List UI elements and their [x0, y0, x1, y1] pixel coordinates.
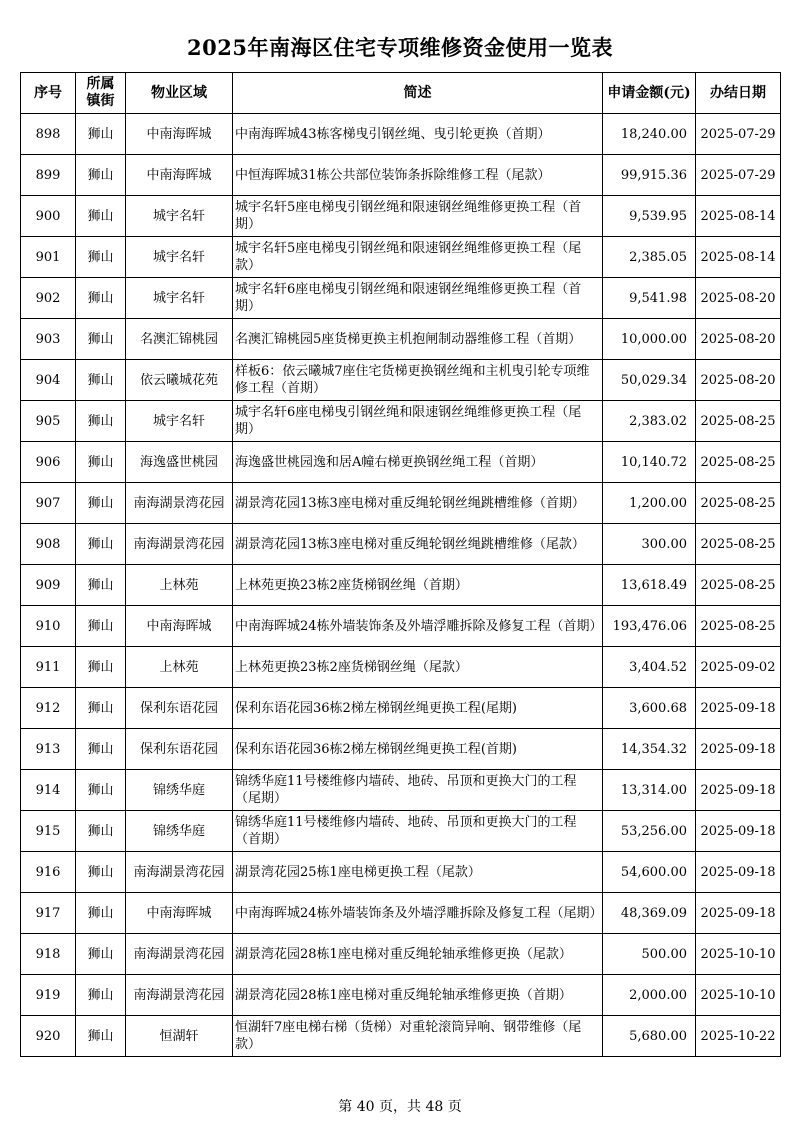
cell-town: 狮山	[76, 770, 126, 811]
cell-amount: 2,385.05	[603, 237, 696, 278]
cell-amount: 48,369.09	[603, 893, 696, 934]
cell-date: 2025-09-18	[696, 811, 781, 852]
cell-amount: 3,404.52	[603, 647, 696, 688]
cell-no: 899	[21, 155, 76, 196]
cell-area: 城宇名轩	[126, 401, 233, 442]
cell-town: 狮山	[76, 852, 126, 893]
cell-date: 2025-10-10	[696, 975, 781, 1016]
cell-area: 南海湖景湾花园	[126, 975, 233, 1016]
table-row	[21, 483, 781, 524]
cell-date: 2025-09-18	[696, 852, 781, 893]
cell-area: 城宇名轩	[126, 196, 233, 237]
cell-date: 2025-09-18	[696, 893, 781, 934]
cell-desc: 上林苑更换23栋2座货梯钢丝绳（尾款）	[233, 647, 603, 688]
cell-date: 2025-08-25	[696, 483, 781, 524]
cell-amount: 10,000.00	[603, 319, 696, 360]
cell-no: 915	[21, 811, 76, 852]
cell-area: 恒湖轩	[126, 1016, 233, 1057]
cell-town: 狮山	[76, 606, 126, 647]
cell-desc: 保利东语花园36栋2梯左梯钢丝绳更换工程(尾期)	[233, 688, 603, 729]
cell-amount: 300.00	[603, 524, 696, 565]
cell-town: 狮山	[76, 688, 126, 729]
table-row	[21, 278, 781, 319]
cell-no: 898	[21, 114, 76, 155]
cell-date: 2025-09-18	[696, 770, 781, 811]
cell-amount: 14,354.32	[603, 729, 696, 770]
cell-amount: 9,539.95	[603, 196, 696, 237]
table-row	[21, 688, 781, 729]
table-row	[21, 319, 781, 360]
cell-no: 906	[21, 442, 76, 483]
page-footer: 第 40 页，共 48 页	[338, 1099, 462, 1115]
cell-no: 918	[21, 934, 76, 975]
cell-desc: 城宇名轩6座电梯曳引钢丝绳和限速钢丝绳维修更换工程（首期）	[233, 278, 603, 319]
cell-town: 狮山	[76, 360, 126, 401]
cell-date: 2025-07-29	[696, 155, 781, 196]
table-row	[21, 196, 781, 237]
cell-no: 904	[21, 360, 76, 401]
cell-area: 保利东语花园	[126, 688, 233, 729]
cell-area: 南海湖景湾花园	[126, 483, 233, 524]
cell-town: 狮山	[76, 934, 126, 975]
cell-town: 狮山	[76, 319, 126, 360]
cell-date: 2025-08-25	[696, 606, 781, 647]
cell-desc: 城宇名轩5座电梯曳引钢丝绳和限速钢丝绳维修更换工程（尾款）	[233, 237, 603, 278]
header-no: 序号	[21, 73, 76, 114]
cell-desc: 湖景湾花园28栋1座电梯对重反绳轮轴承维修更换（首期）	[233, 975, 603, 1016]
table-body	[21, 114, 781, 1057]
cell-amount: 5,680.00	[603, 1016, 696, 1057]
cell-date: 2025-08-25	[696, 565, 781, 606]
cell-date: 2025-09-18	[696, 729, 781, 770]
cell-no: 914	[21, 770, 76, 811]
cell-desc: 样板6：依云曦城7座住宅货梯更换钢丝绳和主机曳引轮专项维修工程（首期）	[233, 360, 603, 401]
cell-desc: 保利东语花园36栋2梯左梯钢丝绳更换工程(首期)	[233, 729, 603, 770]
cell-date: 2025-08-20	[696, 360, 781, 401]
cell-no: 909	[21, 565, 76, 606]
header-town-line2: 镇街	[86, 93, 115, 109]
cell-desc: 湖景湾花园13栋3座电梯对重反绳轮钢丝绳跳槽维修（尾款）	[233, 524, 603, 565]
table-row	[21, 360, 781, 401]
cell-amount: 193,476.06	[603, 606, 696, 647]
cell-area: 中南海晖城	[126, 114, 233, 155]
cell-no: 900	[21, 196, 76, 237]
cell-area: 上林苑	[126, 647, 233, 688]
cell-town: 狮山	[76, 811, 126, 852]
cell-desc: 城宇名轩5座电梯曳引钢丝绳和限速钢丝绳维修更换工程（首期）	[233, 196, 603, 237]
table-row	[21, 729, 781, 770]
cell-desc: 湖景湾花园25栋1座电梯更换工程（尾款）	[233, 852, 603, 893]
cell-town: 狮山	[76, 729, 126, 770]
cell-area: 中南海晖城	[126, 893, 233, 934]
cell-date: 2025-08-14	[696, 196, 781, 237]
table-row	[21, 934, 781, 975]
cell-town: 狮山	[76, 565, 126, 606]
cell-town: 狮山	[76, 442, 126, 483]
header-amount: 申请金额(元)	[603, 73, 696, 114]
cell-area: 中南海晖城	[126, 155, 233, 196]
cell-amount: 13,314.00	[603, 770, 696, 811]
cell-no: 908	[21, 524, 76, 565]
cell-no: 905	[21, 401, 76, 442]
table-row	[21, 442, 781, 483]
cell-date: 2025-10-10	[696, 934, 781, 975]
cell-amount: 99,915.36	[603, 155, 696, 196]
cell-amount: 2,000.00	[603, 975, 696, 1016]
cell-no: 920	[21, 1016, 76, 1057]
cell-area: 上林苑	[126, 565, 233, 606]
cell-date: 2025-09-02	[696, 647, 781, 688]
cell-area: 城宇名轩	[126, 237, 233, 278]
cell-town: 狮山	[76, 975, 126, 1016]
cell-no: 913	[21, 729, 76, 770]
cell-amount: 2,383.02	[603, 401, 696, 442]
table-row	[21, 852, 781, 893]
funds-table	[20, 72, 781, 1057]
cell-desc: 中南海晖城24栋外墙装饰条及外墙浮雕拆除及修复工程（首期）	[233, 606, 603, 647]
cell-desc: 城宇名轩6座电梯曳引钢丝绳和限速钢丝绳维修更换工程（尾期）	[233, 401, 603, 442]
cell-no: 912	[21, 688, 76, 729]
table-row	[21, 606, 781, 647]
table-row	[21, 524, 781, 565]
cell-amount: 13,618.49	[603, 565, 696, 606]
header-town	[76, 73, 126, 114]
cell-area: 锦绣华庭	[126, 770, 233, 811]
cell-area: 海逸盛世桃园	[126, 442, 233, 483]
table-row	[21, 811, 781, 852]
cell-area: 保利东语花园	[126, 729, 233, 770]
cell-town: 狮山	[76, 524, 126, 565]
page-title: 2025年南海区住宅专项维修资金使用一览表	[187, 35, 613, 60]
cell-date: 2025-09-18	[696, 688, 781, 729]
cell-area: 锦绣华庭	[126, 811, 233, 852]
cell-amount: 53,256.00	[603, 811, 696, 852]
cell-amount: 50,029.34	[603, 360, 696, 401]
cell-area: 城宇名轩	[126, 278, 233, 319]
table-row	[21, 647, 781, 688]
cell-date: 2025-08-25	[696, 442, 781, 483]
cell-no: 901	[21, 237, 76, 278]
cell-date: 2025-07-29	[696, 114, 781, 155]
cell-date: 2025-08-25	[696, 401, 781, 442]
cell-area: 南海湖景湾花园	[126, 852, 233, 893]
header-town-line1: 所属	[86, 76, 115, 92]
cell-amount: 54,600.00	[603, 852, 696, 893]
table-row	[21, 893, 781, 934]
table-row	[21, 237, 781, 278]
cell-area: 名澳汇锦桃园	[126, 319, 233, 360]
cell-town: 狮山	[76, 483, 126, 524]
cell-desc: 中恒海晖城31栋公共部位装饰条拆除维修工程（尾款）	[233, 155, 603, 196]
cell-desc: 锦绣华庭11号楼维修内墙砖、地砖、吊顶和更换大门的工程（尾期）	[233, 770, 603, 811]
cell-date: 2025-08-14	[696, 237, 781, 278]
table-row	[21, 565, 781, 606]
table-row	[21, 401, 781, 442]
cell-desc: 上林苑更换23栋2座货梯钢丝绳（首期）	[233, 565, 603, 606]
table-row	[21, 155, 781, 196]
header-desc: 简述	[233, 73, 603, 114]
cell-no: 903	[21, 319, 76, 360]
cell-town: 狮山	[76, 278, 126, 319]
cell-no: 907	[21, 483, 76, 524]
cell-town: 狮山	[76, 401, 126, 442]
cell-desc: 中南海晖城24栋外墙装饰条及外墙浮雕拆除及修复工程（尾期）	[233, 893, 603, 934]
cell-no: 916	[21, 852, 76, 893]
table-row	[21, 770, 781, 811]
cell-date: 2025-08-20	[696, 278, 781, 319]
table-row	[21, 975, 781, 1016]
cell-no: 902	[21, 278, 76, 319]
cell-area: 依云曦城花苑	[126, 360, 233, 401]
header-area: 物业区域	[126, 73, 233, 114]
cell-desc: 湖景湾花园13栋3座电梯对重反绳轮钢丝绳跳槽维修（首期）	[233, 483, 603, 524]
cell-desc: 海逸盛世桃园逸和居A幢右梯更换钢丝绳工程（首期）	[233, 442, 603, 483]
cell-no: 911	[21, 647, 76, 688]
table-header-row	[21, 73, 781, 114]
cell-desc: 湖景湾花园28栋1座电梯对重反绳轮轴承维修更换（尾款）	[233, 934, 603, 975]
cell-amount: 1,200.00	[603, 483, 696, 524]
cell-date: 2025-10-22	[696, 1016, 781, 1057]
cell-area: 南海湖景湾花园	[126, 524, 233, 565]
cell-amount: 9,541.98	[603, 278, 696, 319]
cell-area: 中南海晖城	[126, 606, 233, 647]
cell-town: 狮山	[76, 647, 126, 688]
cell-no: 917	[21, 893, 76, 934]
cell-desc: 锦绣华庭11号楼维修内墙砖、地砖、吊顶和更换大门的工程（首期）	[233, 811, 603, 852]
table-row	[21, 114, 781, 155]
cell-desc: 中南海晖城43栋客梯曳引钢丝绳、曳引轮更换（首期）	[233, 114, 603, 155]
cell-amount: 3,600.68	[603, 688, 696, 729]
cell-town: 狮山	[76, 114, 126, 155]
cell-date: 2025-08-20	[696, 319, 781, 360]
cell-desc: 恒湖轩7座电梯右梯（货梯）对重轮滚筒异响、钢带维修（尾款）	[233, 1016, 603, 1057]
cell-amount: 500.00	[603, 934, 696, 975]
cell-town: 狮山	[76, 237, 126, 278]
cell-no: 919	[21, 975, 76, 1016]
cell-area: 南海湖景湾花园	[126, 934, 233, 975]
cell-desc: 名澳汇锦桃园5座货梯更换主机抱闸制动器维修工程（首期）	[233, 319, 603, 360]
cell-town: 狮山	[76, 1016, 126, 1057]
cell-date: 2025-08-25	[696, 524, 781, 565]
table-row	[21, 1016, 781, 1057]
cell-amount: 10,140.72	[603, 442, 696, 483]
cell-amount: 18,240.00	[603, 114, 696, 155]
header-date: 办结日期	[696, 73, 781, 114]
cell-town: 狮山	[76, 893, 126, 934]
cell-no: 910	[21, 606, 76, 647]
cell-town: 狮山	[76, 196, 126, 237]
cell-town: 狮山	[76, 155, 126, 196]
